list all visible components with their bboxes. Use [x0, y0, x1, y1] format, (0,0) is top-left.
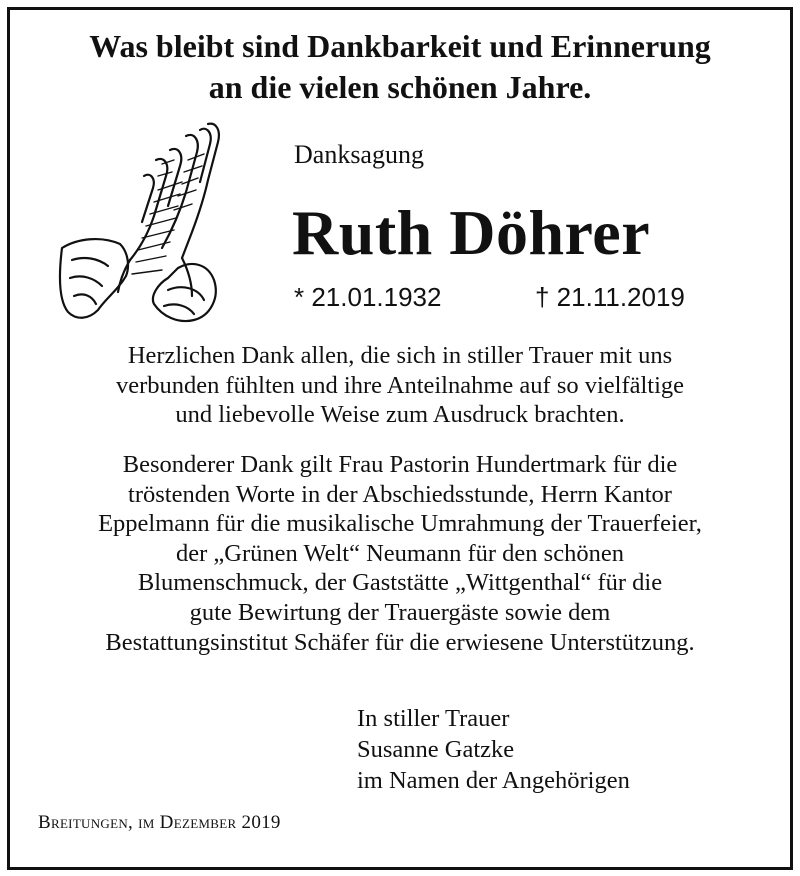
birth-date: * 21.01.1932: [294, 282, 442, 312]
paragraph-line: verbunden fühlten und ihre Anteilnahme auf so vielfältige: [115, 371, 685, 399]
signature-block: [357, 703, 630, 796]
motto-line: an die vielen schönen Jahre.: [208, 69, 592, 105]
paragraph-line: tröstenden Worte in der Abschiedsstunde, Herrn Kantor: [128, 480, 672, 508]
paragraph-line: Besonderer Dank gilt Frau Pastorin Hundertmark für die: [122, 451, 678, 478]
signature-line: Susanne Gatzke: [357, 736, 515, 763]
paragraph-line: Bestattungsinstitut Schäfer für die erwiesene Unterstützung.: [105, 628, 695, 656]
paragraph-line: der „Grünen Welt“ Neumann für den schönen: [176, 539, 624, 567]
motto: [0, 26, 800, 108]
death-date: † 21.11.2019: [535, 282, 685, 312]
deceased-name: Ruth Döhrer: [292, 197, 651, 268]
motto-line: Was bleibt sind Dankbarkeit und Erinnerung: [89, 28, 711, 64]
paragraph-line: Blumenschmuck, der Gaststätte „Wittgenthal“ für die: [137, 569, 663, 597]
place-and-date: Breitungen, im Dezember 2019: [38, 812, 281, 833]
notice-kicker: Danksagung: [294, 140, 424, 169]
paragraph-line: Herzlichen Dank allen, die sich in stiller Trauer mit uns: [127, 342, 673, 369]
special-thanks-paragraph: [0, 450, 800, 657]
paragraph-line: gute Bewirtung der Trauergäste sowie dem: [189, 598, 611, 626]
signature-line: In stiller Trauer: [357, 705, 510, 732]
paragraph-line: und liebevolle Weise zum Ausdruck brachten.: [175, 401, 625, 429]
praying-hands-icon: [58, 120, 226, 325]
thanks-paragraph: [0, 341, 800, 430]
paragraph-line: Eppelmann für die musikalische Umrahmung der Trauerfeier,: [98, 510, 702, 538]
signature-line: im Namen der Angehörigen: [357, 767, 630, 794]
